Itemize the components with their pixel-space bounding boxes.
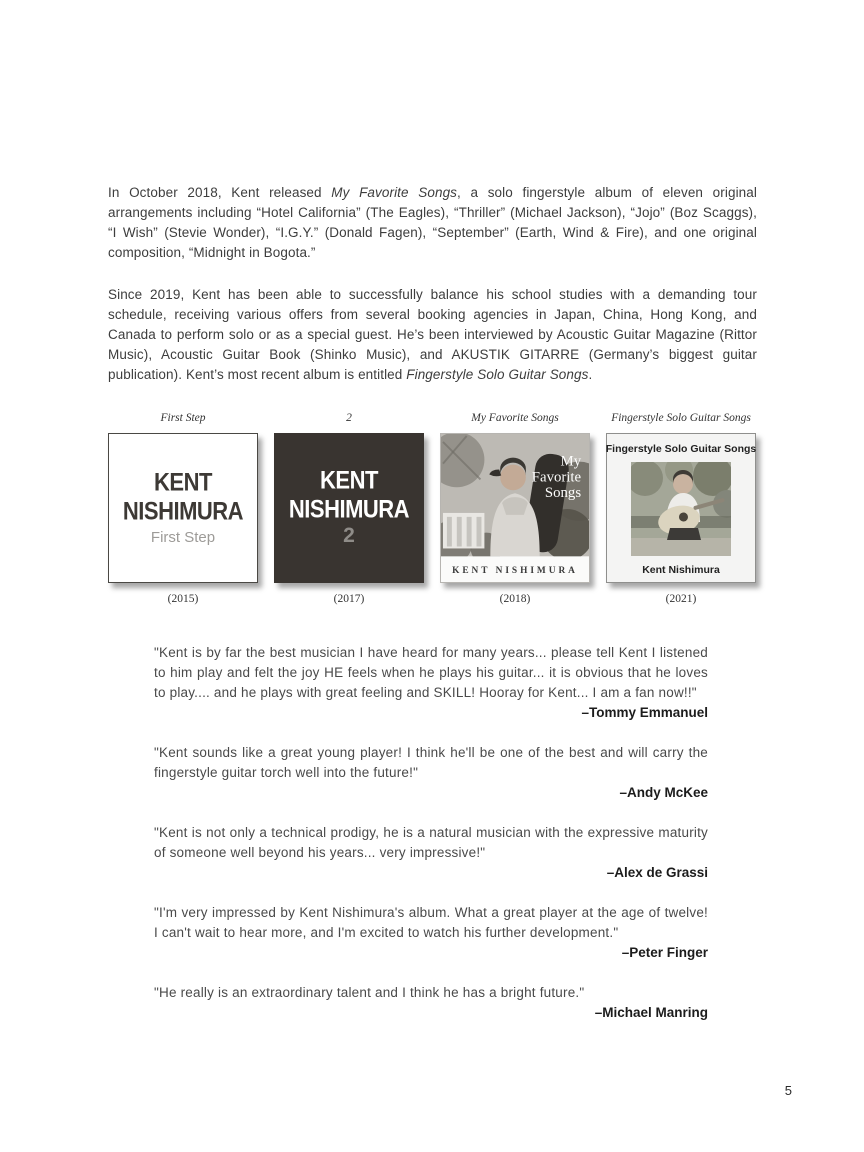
cover-artist-name [123, 467, 243, 525]
album-cover-fingerstyle-solo-guitar-songs [606, 433, 756, 583]
cover-artist-line: KENT [154, 467, 212, 496]
career-paragraph: Since 2019, Kent has been able to successfully balance his school studies with a demanding tour schedule, receiving various offers from several booking agencies in Japan, China, Hong Kong, and Canada to perform solo or as a special guest. He’s been interviewed by Acoustic Guitar Magazine (Rittor Music), Acoustic Guitar Book (Shinko Music), and AKUSTIK GITARRE (Germany’s biggest guitar publication). Kent’s most recent album is entitled Fingerstyle Solo Guitar Songs. [108, 287, 757, 382]
cover-album-title: First Step [150, 528, 216, 546]
album-cover-2 [274, 433, 424, 583]
album-caption: First Step [160, 412, 206, 424]
cover-artist-name: KENT NISHIMURA [452, 566, 578, 577]
cover-artist-name: Kent Nishimura [642, 564, 720, 576]
quote-block-alex-de-grassi [154, 823, 708, 883]
album-card-my-favorite-songs [439, 412, 591, 605]
quote-block-michael-manring [154, 983, 708, 1023]
page-number: 5 [784, 1083, 792, 1098]
album-photo-fingerstyle-solo-guitar-songs [631, 462, 731, 556]
album-year: (2015) [167, 593, 199, 605]
album-card-fingerstyle-solo-guitar-songs [605, 412, 757, 605]
cover-artist-line: KENT [320, 465, 378, 494]
testimonials-section [154, 643, 708, 1043]
album-photo-my-favorite-songs [441, 434, 589, 582]
quote-attribution: –Michael Manring [594, 1005, 708, 1020]
quote-attribution: –Andy McKee [619, 785, 708, 800]
album-card-2 [273, 412, 425, 605]
quote-text: "Kent sounds like a great young player! I think he'll be one of the best and will carry the fingerstyle guitar torch well into the future!" [154, 745, 708, 780]
cover-artist-name [289, 465, 409, 523]
album-cover-my-favorite-songs [440, 433, 590, 583]
album-card-first-step [107, 412, 259, 605]
quote-text: "I'm very impressed by Kent Nishimura's album. What a great player at the age of twelve! I can't wait to hear more, and I'm excited to watch his further development." [154, 905, 708, 940]
quote-text: "Kent is by far the best musician I have heard for many years... please tell Kent I listened to him play and felt the joy HE feels when he plays his guitar... it is obvious that he loves to play.... and he plays with great feeling and SKILL! Hooray for Kent... I am a fan now!!" [154, 645, 708, 700]
cover-album-title: 2 [343, 523, 355, 547]
album-year: (2021) [665, 593, 697, 605]
album-caption: Fingerstyle Solo Guitar Songs [611, 412, 751, 424]
quote-text: "He really is an extraordinary talent and I think he has a bright future." [154, 985, 585, 1000]
cover-title-line: Songs [544, 485, 582, 502]
cover-artist-line: NISHIMURA [288, 494, 410, 523]
album-year: (2017) [333, 593, 365, 605]
album-gallery [107, 412, 757, 605]
album-year: (2018) [499, 593, 531, 605]
quote-attribution: –Peter Finger [621, 945, 708, 960]
album-caption: 2 [346, 412, 352, 424]
cover-album-title: Fingerstyle Solo Guitar Songs [605, 443, 757, 455]
intro-paragraph: In October 2018, Kent released My Favorite Songs, a solo fingerstyle album of eleven original arrangements including “Hotel California” (The Eagles), “Thriller” (Michael Jackson), “Jojo” (Boz Scaggs), “I Wish” (Stevie Wonder), “I.G.Y.” (Donald Fagen), “September” (Earth, Wind & Fire), and one original composition, “Midnight in Bogota.” [108, 185, 757, 260]
cover-artist-line: NISHIMURA [122, 496, 244, 525]
quote-block-tommy-emmanuel [154, 643, 708, 723]
quote-block-peter-finger [154, 903, 708, 963]
cover-title-line: My [560, 453, 582, 470]
quote-attribution: –Alex de Grassi [606, 865, 708, 880]
quote-block-andy-mckee [154, 743, 708, 803]
album-caption: My Favorite Songs [471, 412, 559, 424]
album-cover-first-step [108, 433, 258, 583]
cover-title-line: Favorite [531, 469, 582, 486]
quote-text: "Kent is not only a technical prodigy, he is a natural musician with the expressive maturity of someone well beyond his years... very impressive!" [154, 825, 708, 860]
quote-attribution: –Tommy Emmanuel [581, 705, 708, 720]
